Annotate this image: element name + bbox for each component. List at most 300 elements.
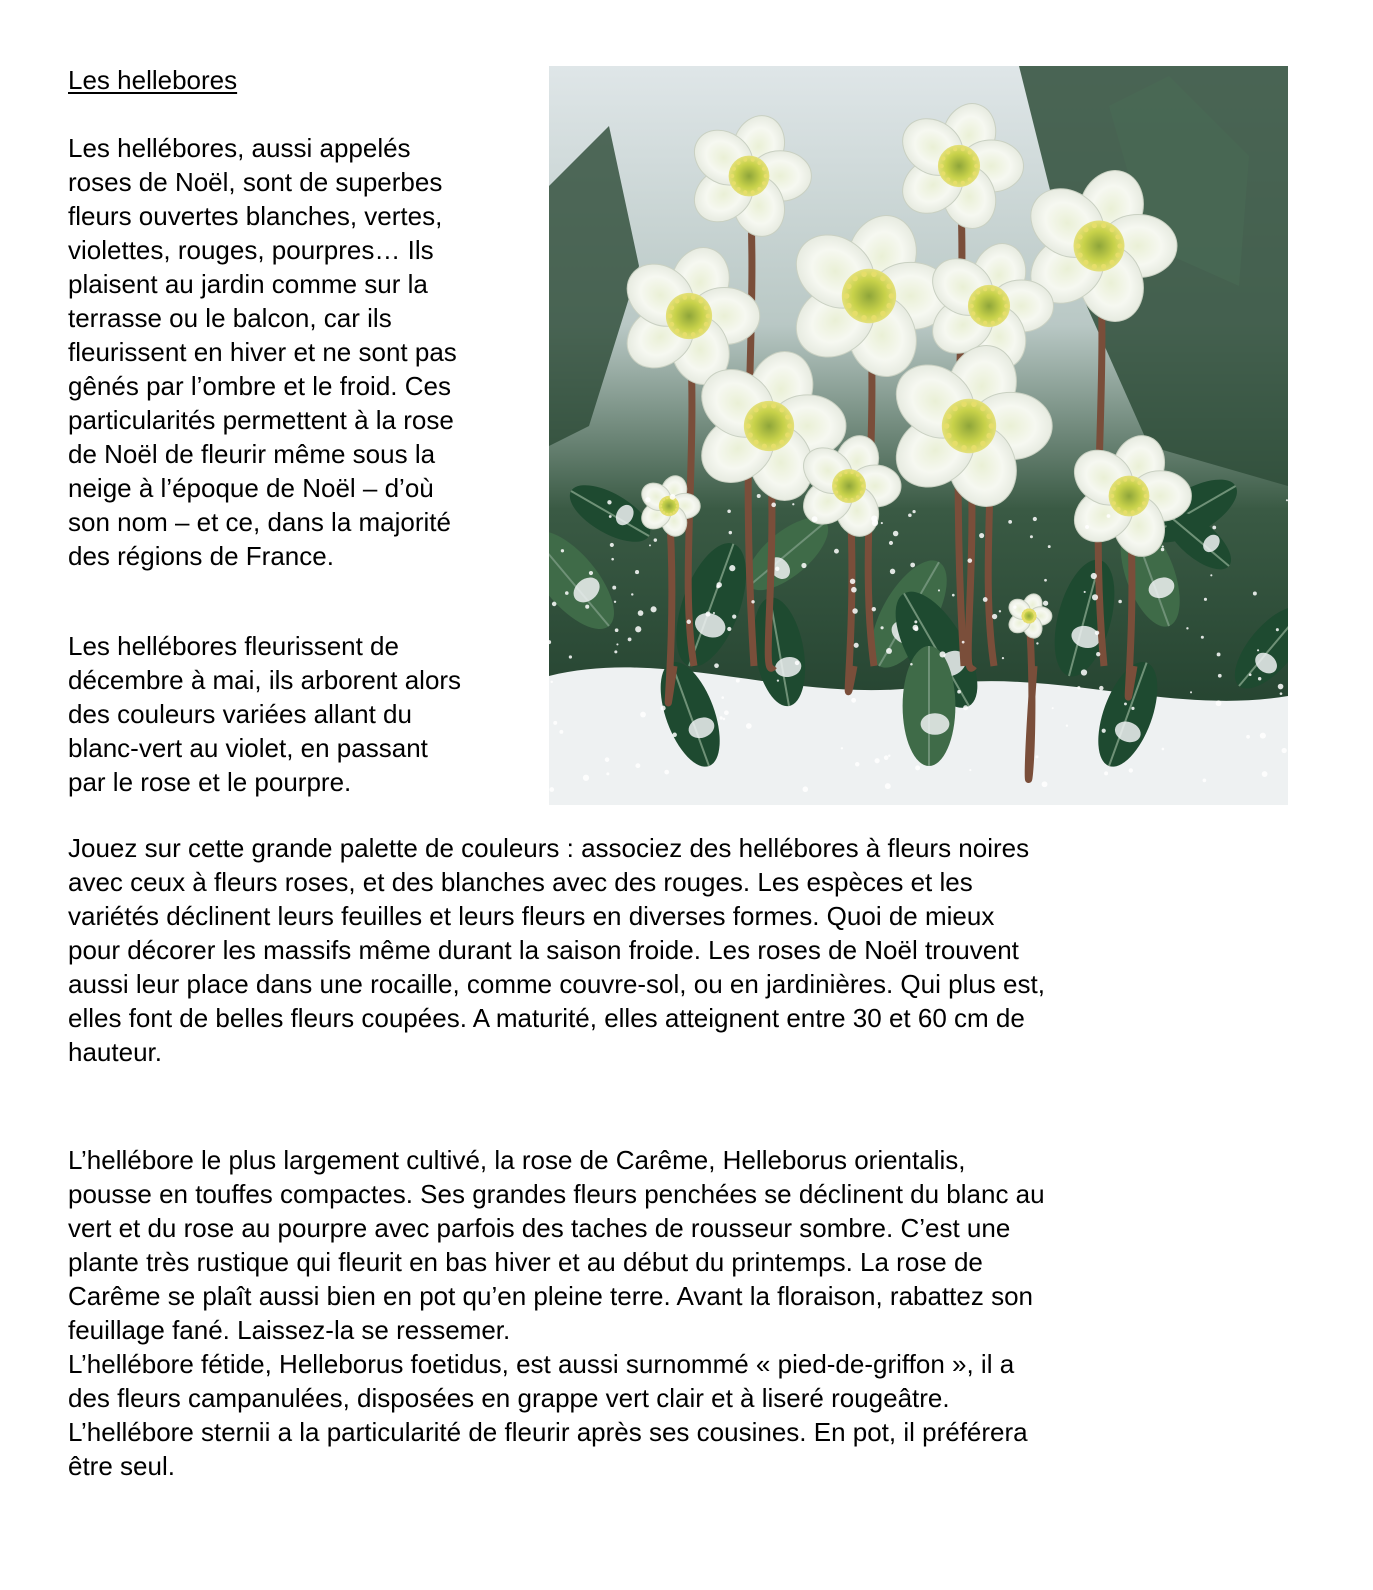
- snowflake: [1095, 631, 1099, 635]
- stamen: [1029, 621, 1032, 624]
- stamen: [691, 332, 696, 337]
- page-title: Les hellebores: [68, 65, 238, 95]
- snowflake: [714, 663, 719, 668]
- snowflake: [727, 627, 731, 631]
- snowflake: [890, 569, 895, 574]
- snowflake: [1216, 700, 1222, 706]
- snowflake: [881, 626, 884, 629]
- stamen: [659, 505, 662, 508]
- snowflake: [1129, 768, 1133, 772]
- snowflake: [1104, 771, 1108, 775]
- stamen: [839, 495, 843, 499]
- snowflake: [559, 730, 563, 734]
- stamen: [748, 432, 753, 437]
- stamen: [675, 508, 678, 511]
- stamen: [751, 158, 755, 162]
- stamen: [835, 490, 839, 494]
- stamen: [1115, 234, 1120, 239]
- stamen: [844, 471, 848, 475]
- snowflake: [1217, 653, 1221, 657]
- stamen: [662, 511, 665, 514]
- snowflake: [957, 690, 961, 694]
- stamen: [1116, 481, 1120, 485]
- stamen: [1112, 487, 1116, 491]
- stamen: [986, 413, 992, 419]
- stamen: [861, 271, 867, 277]
- stamen: [736, 161, 740, 165]
- snowflake: [1084, 591, 1086, 593]
- snowflake: [1107, 514, 1111, 518]
- snowflake: [1218, 674, 1222, 678]
- snowflake: [967, 558, 972, 563]
- snowflake: [729, 531, 732, 534]
- snowflake: [1161, 548, 1165, 552]
- snowflake: [1013, 606, 1016, 609]
- flower-center: [832, 469, 866, 503]
- snowflake: [1081, 669, 1087, 675]
- stamen: [1004, 304, 1008, 308]
- snowflake: [801, 563, 806, 568]
- stamen: [953, 147, 957, 151]
- stamen: [1123, 510, 1127, 514]
- snowflake: [1210, 574, 1212, 576]
- snowflake: [851, 698, 856, 703]
- stamen: [1083, 227, 1088, 232]
- snowflake: [645, 497, 650, 502]
- stamen: [846, 303, 852, 309]
- snowflake: [992, 614, 997, 619]
- stamen: [971, 296, 975, 300]
- snowflake: [705, 612, 710, 617]
- stamen: [704, 305, 709, 310]
- stamen: [886, 283, 892, 289]
- snowflake: [589, 571, 593, 575]
- stamen: [850, 471, 854, 475]
- stamen: [983, 287, 987, 291]
- snowflake: [565, 591, 569, 595]
- snowflake: [1253, 592, 1257, 596]
- snowflake: [938, 589, 940, 591]
- snowflake: [1085, 525, 1089, 529]
- flower-center: [942, 399, 996, 453]
- stamen: [1026, 608, 1029, 611]
- stamen: [861, 315, 867, 321]
- stamen: [833, 484, 837, 488]
- stamen: [972, 156, 976, 160]
- snowflake: [1099, 686, 1103, 690]
- stamen: [946, 413, 952, 419]
- stamen: [844, 293, 850, 299]
- snowflake: [1030, 535, 1033, 538]
- snowflake: [1246, 735, 1250, 739]
- stamen: [1021, 615, 1024, 618]
- snowflake: [1201, 636, 1204, 639]
- snowflake: [999, 610, 1001, 612]
- flower-center: [968, 285, 1010, 327]
- snowflake: [915, 765, 920, 770]
- stamen: [871, 271, 877, 277]
- stamen: [751, 190, 755, 194]
- stamen: [839, 473, 843, 477]
- stamen: [1075, 243, 1080, 248]
- snowflake: [1212, 526, 1216, 530]
- snowflake: [583, 775, 589, 781]
- stamen: [660, 501, 663, 504]
- stamen: [1137, 481, 1141, 485]
- snowflake: [628, 637, 632, 641]
- snowflake: [654, 538, 657, 541]
- snowflake: [687, 620, 691, 624]
- snowflake: [775, 567, 779, 571]
- snowflake: [551, 681, 553, 683]
- stamen: [941, 171, 945, 175]
- stamen: [850, 498, 854, 502]
- snowflake: [1008, 520, 1012, 524]
- snowflake: [1278, 684, 1284, 690]
- stamen: [753, 407, 758, 412]
- stamen: [856, 495, 860, 499]
- snowflake: [979, 533, 984, 538]
- stamen: [762, 181, 766, 185]
- snowflake: [670, 494, 676, 500]
- stamen: [889, 293, 895, 299]
- stamen: [669, 322, 674, 327]
- snowflake: [795, 661, 799, 665]
- stamen: [971, 311, 975, 315]
- stamen: [706, 314, 711, 319]
- stamen: [673, 511, 676, 514]
- stem: [1028, 616, 1034, 780]
- flower-center: [1109, 476, 1150, 517]
- stamen: [757, 161, 761, 165]
- snowflake: [939, 651, 945, 657]
- snowflake: [889, 541, 893, 545]
- hellebore-photo-drawing: [549, 66, 1288, 805]
- stamen: [953, 181, 957, 185]
- stamen: [856, 473, 860, 477]
- snowflake: [672, 733, 677, 738]
- stamen: [764, 174, 768, 178]
- snowflake: [719, 716, 722, 719]
- stamen: [1077, 234, 1082, 239]
- stamen: [846, 283, 852, 289]
- snowflake: [609, 515, 612, 518]
- snowflake: [910, 663, 913, 666]
- snowflake: [585, 605, 589, 609]
- snowflake: [614, 650, 617, 653]
- stamen: [860, 478, 864, 482]
- snowflake: [661, 706, 666, 711]
- stamen: [1002, 311, 1006, 315]
- paragraph-flowering-season: Les hellébores fleurissent de décembre à mai, ils arborent alors des couleurs variées allant du blanc-vert au violet, en passant par le rose et le pourpre.: [68, 631, 462, 797]
- snowflake: [963, 705, 968, 710]
- snowflake: [1280, 692, 1283, 695]
- stamen: [971, 445, 977, 451]
- stamen: [971, 401, 977, 407]
- snowflake: [1044, 579, 1047, 582]
- stamen: [1109, 260, 1114, 265]
- snowflake: [1077, 686, 1080, 689]
- snowflake: [569, 655, 572, 658]
- stamen: [787, 423, 792, 428]
- snowflake: [1282, 748, 1287, 753]
- stamen: [860, 490, 864, 494]
- snowflake: [1131, 707, 1134, 710]
- flower-center: [666, 293, 712, 339]
- snowflake: [552, 602, 557, 607]
- stamen: [666, 496, 669, 499]
- stamen: [974, 164, 978, 168]
- snowflake: [723, 718, 726, 721]
- snowflake: [1203, 779, 1207, 783]
- snowflake: [1043, 601, 1048, 606]
- stamen: [771, 444, 776, 449]
- stamen: [946, 177, 950, 181]
- flower-center: [729, 156, 770, 197]
- snowflake: [910, 563, 915, 568]
- stamen: [980, 441, 986, 447]
- stamen: [1137, 507, 1141, 511]
- snowflake: [724, 710, 729, 715]
- snowflake: [1036, 642, 1038, 644]
- snowflake: [871, 515, 877, 521]
- stamen: [998, 290, 1002, 294]
- snowflake: [751, 600, 754, 603]
- snowflake: [1035, 755, 1038, 758]
- snowflake: [1162, 546, 1164, 548]
- snowflake: [952, 594, 955, 597]
- stamen: [732, 181, 736, 185]
- stamen: [748, 414, 753, 419]
- stamen: [675, 501, 678, 504]
- snowflake: [834, 549, 839, 554]
- stamen: [961, 445, 967, 451]
- snowflake: [1260, 733, 1266, 739]
- stamen: [1101, 264, 1106, 269]
- stamen: [1117, 243, 1122, 248]
- stamen: [682, 295, 687, 300]
- snowflake: [812, 516, 818, 522]
- flower-center: [744, 401, 794, 451]
- stamen: [880, 311, 886, 317]
- stamen: [691, 295, 696, 300]
- stamen: [1101, 223, 1106, 228]
- snowflake: [1102, 729, 1106, 733]
- stamen: [669, 305, 674, 310]
- stamen: [1033, 612, 1036, 615]
- stamen: [662, 498, 665, 501]
- stamen: [704, 322, 709, 327]
- snowflake: [908, 513, 912, 517]
- snowflake: [912, 510, 915, 513]
- stamen: [844, 498, 848, 502]
- snowflake: [615, 628, 619, 632]
- stamen: [886, 303, 892, 309]
- snowflake: [729, 565, 735, 571]
- snowflake: [854, 643, 859, 648]
- paragraph-intro: Les hellébores, aussi appelés roses de Noël, sont de superbes fleurs ouvertes blanches, vertes, violettes, rouges, pourpres… Ils plaisent au jardin comme sur la terrasse ou le balcon, car ils fleurissent en hiver et ne sont pas gênés par l’ombre et le froid. Ces particularités permettent à la rose de Noël de fleurir même sous la neige à l’époque de Noël – d’où son nom – et ce, dans la majorité des régions de France.: [68, 133, 457, 571]
- stamen: [757, 187, 761, 191]
- snowflake: [721, 696, 724, 699]
- stamen: [1144, 494, 1148, 498]
- snowflake: [1124, 702, 1127, 705]
- snowflake: [631, 593, 633, 595]
- snowflake: [610, 543, 614, 547]
- stamen: [732, 167, 736, 171]
- snowflake: [855, 762, 860, 767]
- stamen: [1131, 510, 1135, 514]
- stamen: [1131, 478, 1135, 482]
- snowflake: [757, 494, 761, 498]
- stamen: [669, 513, 672, 516]
- snowflake: [664, 770, 669, 775]
- stamen: [941, 156, 945, 160]
- stamen: [730, 174, 734, 178]
- stamen: [1110, 494, 1114, 498]
- snowflake: [1066, 725, 1068, 727]
- stamen: [835, 478, 839, 482]
- stamen: [983, 321, 987, 325]
- flower-center: [1074, 221, 1125, 272]
- stamen: [1116, 507, 1120, 511]
- stamen: [762, 403, 767, 408]
- stamen: [698, 329, 703, 334]
- stamen: [762, 444, 767, 449]
- stamen: [861, 484, 865, 488]
- snowflake: [1096, 652, 1100, 656]
- snowflake: [607, 500, 611, 504]
- stamen: [675, 329, 680, 334]
- snowflake: [1033, 517, 1037, 521]
- stamen: [675, 299, 680, 304]
- snowflake: [732, 614, 736, 618]
- stamen: [1142, 501, 1146, 505]
- snowflake: [875, 758, 880, 763]
- stamen: [743, 190, 747, 194]
- stamen: [1022, 617, 1025, 620]
- stamen: [944, 423, 950, 429]
- snowflake: [1286, 499, 1288, 501]
- stamen: [1115, 252, 1120, 257]
- stamen: [1002, 296, 1006, 300]
- stamen: [961, 147, 965, 151]
- stamen: [980, 406, 986, 412]
- stamen: [746, 423, 751, 428]
- snowflake: [727, 510, 731, 514]
- snowflake: [881, 522, 883, 524]
- snowflake: [1204, 598, 1207, 601]
- snowflake: [1276, 628, 1279, 631]
- stamen: [779, 440, 784, 445]
- stamen: [998, 317, 1002, 321]
- snowflake: [606, 772, 609, 775]
- snowflake: [635, 763, 640, 768]
- snowflake: [884, 755, 889, 760]
- snowflake: [1190, 691, 1192, 693]
- stamen: [762, 167, 766, 171]
- stamen: [779, 407, 784, 412]
- snowflake: [736, 679, 740, 683]
- stamen: [698, 299, 703, 304]
- stamen: [682, 332, 687, 337]
- snowflake: [649, 544, 651, 546]
- snowflake: [611, 558, 614, 561]
- snowflake: [872, 607, 876, 611]
- leaf-snow: [921, 713, 950, 735]
- snowflake: [635, 626, 641, 632]
- stamen: [972, 171, 976, 175]
- stamen: [1123, 478, 1127, 482]
- stamen: [785, 414, 790, 419]
- stamen: [1109, 227, 1114, 232]
- snowflake: [1002, 657, 1004, 659]
- snowflake: [1162, 748, 1165, 751]
- snowflake: [651, 606, 657, 612]
- snowflake: [605, 757, 610, 762]
- stamen: [952, 406, 958, 412]
- snowflake: [888, 754, 890, 756]
- snowflake: [893, 531, 898, 536]
- snowflake: [983, 597, 988, 602]
- stamen: [939, 164, 943, 168]
- snowflake: [851, 587, 857, 593]
- snowflake: [850, 579, 855, 584]
- stamen: [666, 513, 669, 516]
- snowflake: [1052, 707, 1054, 709]
- snowflake: [1042, 781, 1048, 787]
- snowflake: [614, 601, 616, 603]
- stamen: [871, 315, 877, 321]
- snowflake: [792, 503, 794, 505]
- stamen: [785, 432, 790, 437]
- snowflake: [1262, 771, 1268, 777]
- stamen: [961, 401, 967, 407]
- snowflake: [549, 787, 554, 792]
- snowflake: [635, 570, 639, 574]
- flower-center: [842, 269, 896, 323]
- stamen: [880, 276, 886, 282]
- snowflake: [640, 712, 646, 718]
- snowflake: [1186, 627, 1188, 629]
- stamen: [660, 508, 663, 511]
- stamen: [968, 177, 972, 181]
- stamen: [1112, 501, 1116, 505]
- snowflake: [1091, 573, 1097, 579]
- snowflake: [962, 641, 965, 644]
- snowflake: [914, 627, 918, 631]
- snowflake: [746, 723, 752, 729]
- snowflake: [1118, 600, 1122, 604]
- stamen: [1034, 615, 1037, 618]
- snowflake: [886, 648, 892, 654]
- stamen: [968, 150, 972, 154]
- snowflake: [1048, 545, 1051, 548]
- stamen: [676, 505, 679, 508]
- stamen: [989, 423, 995, 429]
- stamen: [991, 321, 995, 325]
- snowflake: [553, 721, 557, 725]
- stamen: [852, 311, 858, 317]
- stamen: [946, 150, 950, 154]
- stamen: [952, 441, 958, 447]
- stamen: [736, 187, 740, 191]
- snowflake: [914, 620, 917, 623]
- stamen: [743, 158, 747, 162]
- snowflake: [612, 586, 616, 590]
- snowflake: [777, 680, 779, 682]
- snowflake: [852, 608, 857, 613]
- snowflake: [1249, 673, 1252, 676]
